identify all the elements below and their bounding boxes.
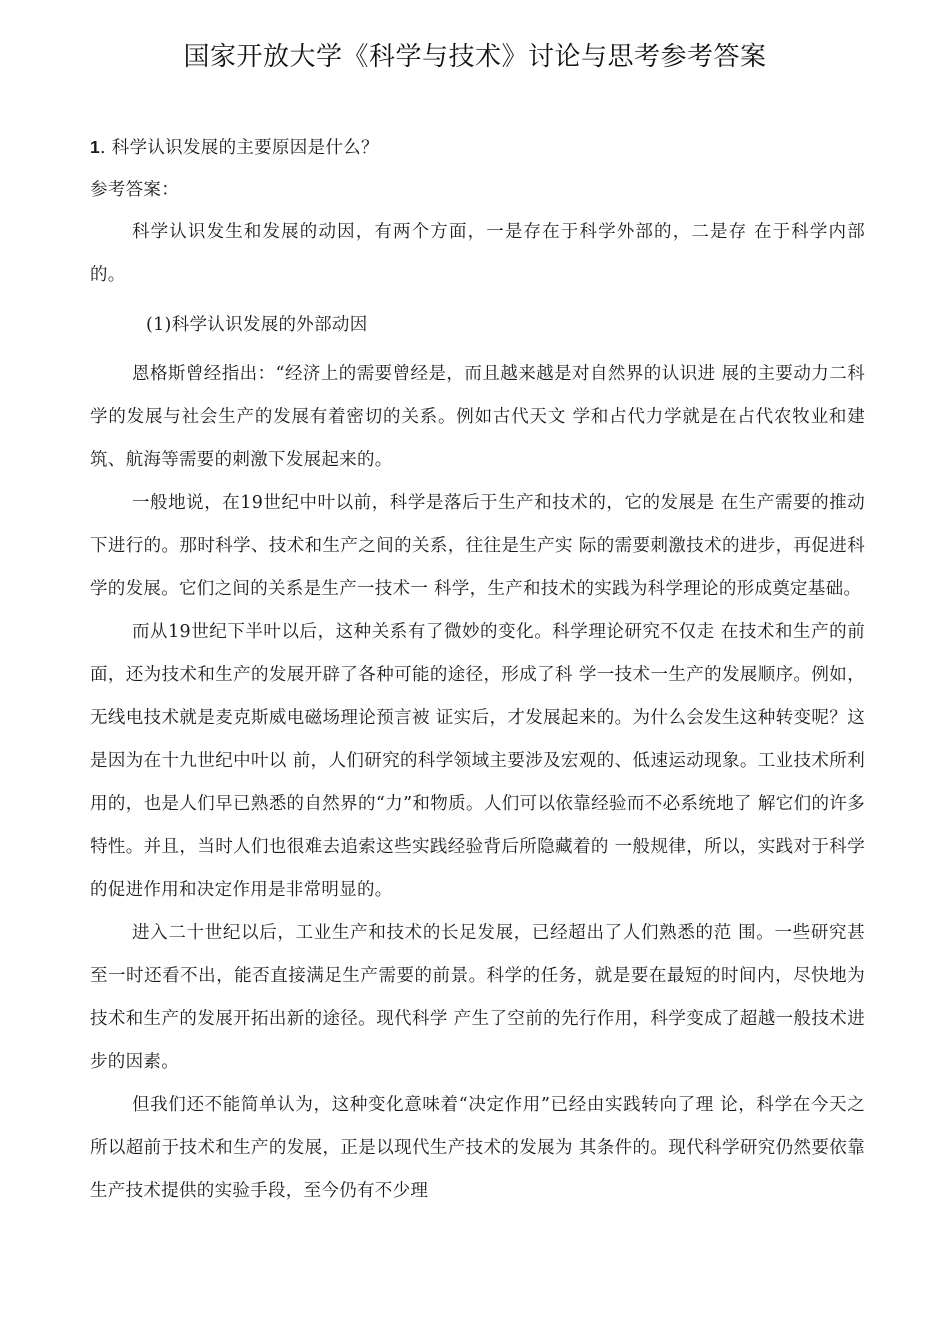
answer-label: 参考答案： — [90, 180, 179, 200]
section-heading-external-causes: (1)科学认识发展的外部动因 — [146, 315, 368, 335]
question-number: 1 — [90, 137, 101, 157]
document-body — [90, 126, 865, 1213]
paragraph-20th-century: 进入二十世纪以后，工业生产和技术的长足发展，已经超出了人们熟悉的范 围。一些研究甚至一时还看不出，能否直接满足生产需要的前景。科学的任务，就是要在最短的时间内，尽快地为技术和生产的发展开拓出新的途径。现代科学 产生了空前的先行作用，科学变成了超越一般技术进步的因素。 — [90, 923, 865, 1072]
paragraph-decisive-role: 但我们还不能简单认为，这种变化意味着“决定作用”已经由实践转向了理 论，科学在今天之所以超前于技术和生产的发展，正是以现代生产技术的发展为 其条件的。现代科学研究仍然要依靠生产技术提供的实验手段，至今仍有不少理 — [90, 1095, 865, 1201]
question-text: . 科学认识发展的主要原因是什么？ — [100, 138, 379, 158]
paragraph-after-19th-century: 而从19世纪下半叶以后，这种关系有了微妙的变化。科学理论研究不仅走 在技术和生产的前面，还为技术和生产的发展开辟了各种可能的途径，形成了科 学一技术一生产的发展顺序。例如，无线电技术就是麦克斯威电磁场理论预言被 证实后，才发展起来的。为什么会发生这种转变呢？这是因为在十九世纪中叶以 前，人们研究的科学领域主要涉及宏观的、低速运动现象。工业技术所利用的，也是人们早已熟悉的自然界的“力”和物质。人们可以依靠经验而不必系统地了 解它们的许多特性。并且，当时人们也很难去追索这些实践经验背后所隐藏着的 一般规律，所以，实践对于科学的促进作用和决定作用是非常明显的。 — [90, 622, 865, 900]
paragraph-before-19th-century: 一般地说，在19世纪中叶以前，科学是落后于生产和技术的，它的发展是 在生产需要的推动下进行的。那时科学、技术和生产之间的关系，往往是生产实 际的需要刺激技术的进步，再促进科学的发展。它们之间的关系是生产一技术一 科学，生产和技术的实践为科学理论的形成奠定基础。 — [90, 493, 865, 599]
question-line — [90, 126, 865, 169]
paragraph-engels-quote: 恩格斯曾经指出：“经济上的需要曾经是，而且越来越是对自然界的认识进 展的主要动力二科学的发展与社会生产的发展有着密切的关系。例如古代天文 学和占代力学就是在占代农牧业和建筑、航海等需要的刺激下发展起来的。 — [90, 364, 865, 470]
document-title: 国家开放大学《科学与技术》讨论与思考参考答案 — [183, 42, 767, 72]
paragraph-intro: 科学认识发生和发展的动因，有两个方面，一是存在于科学外部的，二是存 在于科学内部的。 — [90, 222, 865, 285]
